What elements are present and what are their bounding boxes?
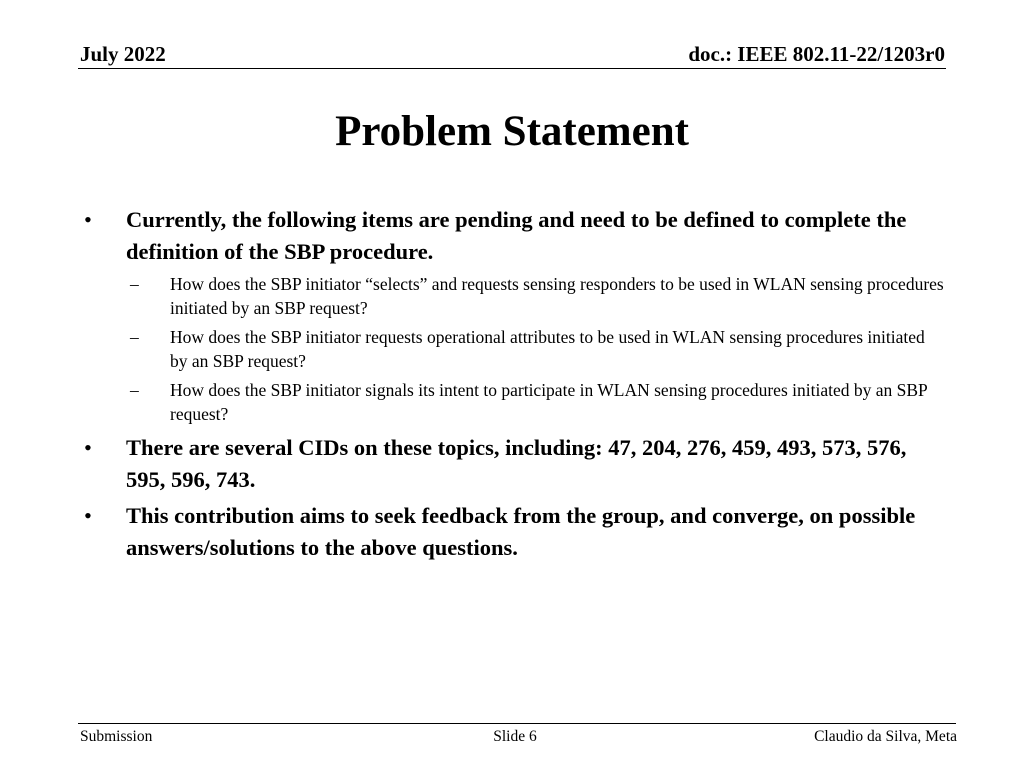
dash-icon: –	[130, 380, 139, 400]
bullet-icon: •	[84, 435, 92, 460]
footer-submission: Submission	[80, 728, 153, 745]
sub-bullet-text: How does the SBP initiator “selects” and requests sensing responders to be used in WLAN sensing procedures initiated by an SBP request?	[170, 274, 944, 318]
dash-icon: –	[130, 327, 139, 347]
header-divider	[78, 68, 946, 69]
sub-bullet-item	[84, 325, 944, 373]
header-doc-id: doc.: IEEE 802.11-22/1203r0	[688, 42, 945, 66]
bullet-icon: •	[84, 503, 92, 528]
sub-bullet-list	[84, 272, 944, 426]
sub-bullet-item	[84, 272, 944, 320]
bullet-text: There are several CIDs on these topics, including: 47, 204, 276, 459, 493, 573, 576, 595, 596, 743.	[126, 435, 907, 492]
sub-bullet-item	[84, 378, 944, 426]
footer-slide-number: Slide 6	[493, 728, 537, 745]
bullet-item	[84, 432, 944, 496]
bullet-text: This contribution aims to seek feedback from the group, and converge, on possible answers/solutions to the above questions.	[126, 503, 916, 560]
slide-title: Problem Statement	[335, 108, 689, 155]
footer-divider	[78, 723, 956, 724]
bullet-icon: •	[84, 207, 92, 232]
bullet-text: Currently, the following items are pending and need to be defined to complete the definition of the SBP procedure.	[126, 207, 907, 264]
bullet-item	[84, 500, 944, 564]
sub-bullet-text: How does the SBP initiator requests operational attributes to be used in WLAN sensing procedures initiated by an SBP request?	[170, 327, 925, 371]
sub-bullet-text: How does the SBP initiator signals its intent to participate in WLAN sensing procedures initiated by an SBP request?	[170, 380, 928, 424]
slide-body	[84, 204, 944, 568]
header-date: July 2022	[80, 42, 166, 66]
footer-author: Claudio da Silva, Meta	[814, 728, 957, 745]
bullet-item	[84, 204, 944, 268]
dash-icon: –	[130, 274, 139, 294]
